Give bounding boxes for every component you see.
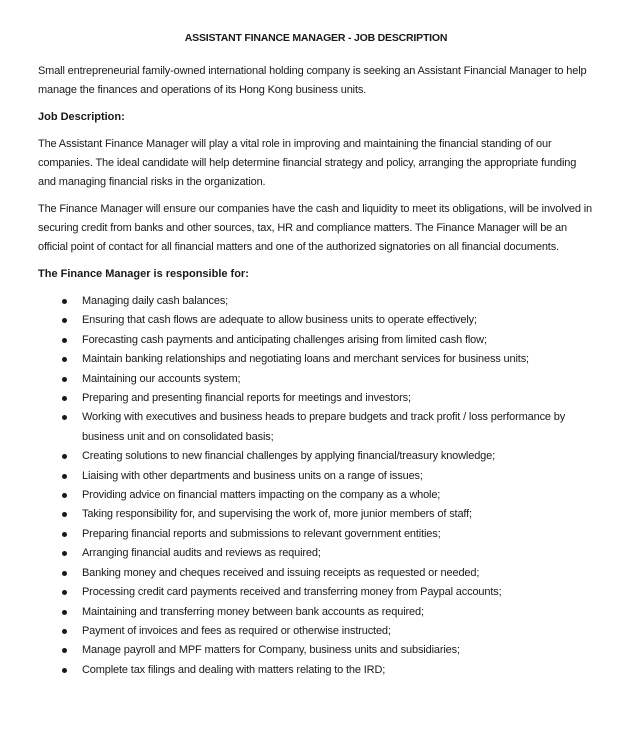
bullet-icon <box>62 610 67 615</box>
responsibilities-heading: The Finance Manager is responsible for: <box>38 268 249 280</box>
bullet-icon <box>62 648 67 653</box>
list-item <box>82 525 594 544</box>
document-title: ASSISTANT FINANCE MANAGER - JOB DESCRIPTION <box>184 32 448 44</box>
bullet-icon <box>62 551 67 556</box>
list-item <box>82 389 594 408</box>
bullet-icon <box>62 415 67 420</box>
list-item-text: Forecasting cash payments and anticipating challenges arising from limited cash flow; <box>82 333 487 346</box>
job-description-heading: Job Description: <box>38 111 125 123</box>
list-item <box>82 641 594 660</box>
list-item-text: Maintaining and transferring money between bank accounts as required; <box>82 605 424 618</box>
responsibilities-list <box>38 292 594 680</box>
list-item-text: Providing advice on financial matters impacting on the company as a whole; <box>82 489 441 502</box>
list-item-text: Creating solutions to new financial challenges by applying financial/treasury knowledge; <box>82 450 495 463</box>
list-item-text: Processing credit card payments received and transferring money from Paypal accounts; <box>82 586 502 599</box>
list-item-text: Preparing financial reports and submissions to relevant government entities; <box>82 527 441 540</box>
intro-paragraph: Small entrepreneurial family-owned international holding company is seeking an Assistant Financial Manager to help manage the finances and operations of its Hong Kong business units. <box>38 65 587 96</box>
list-item <box>82 603 594 622</box>
bullet-icon <box>62 357 67 362</box>
list-item <box>82 331 594 350</box>
list-item-text: Ensuring that cash flows are adequate to allow business units to operate effectively; <box>82 314 477 327</box>
bullet-icon <box>62 299 67 304</box>
list-item-text: Banking money and cheques received and issuing receipts as requested or needed; <box>82 566 480 579</box>
list-item-text: Arranging financial audits and reviews as required; <box>82 547 321 560</box>
list-item <box>82 408 594 447</box>
list-item <box>82 292 594 311</box>
bullet-icon <box>62 493 67 498</box>
bullet-icon <box>62 338 67 343</box>
list-item <box>82 467 594 486</box>
list-item-text: Liaising with other departments and business units on a range of issues; <box>82 469 423 482</box>
bullet-icon <box>62 474 67 479</box>
bullet-icon <box>62 629 67 634</box>
list-item-text: Working with executives and business heads to prepare budgets and track profit / loss performance by business unit and on consolidated basis; <box>82 411 566 443</box>
bullet-icon <box>62 318 67 323</box>
bullet-icon <box>62 396 67 401</box>
list-item <box>82 350 594 369</box>
list-item <box>82 311 594 330</box>
bullet-icon <box>62 590 67 595</box>
list-item <box>82 564 594 583</box>
list-item-text: Maintaining our accounts system; <box>82 372 241 385</box>
list-item <box>82 583 594 602</box>
list-item <box>82 370 594 389</box>
bullet-icon <box>62 668 67 673</box>
bullet-icon <box>62 571 67 576</box>
list-item-text: Maintain banking relationships and negotiating loans and merchant services for business units; <box>82 353 529 366</box>
bullet-icon <box>62 512 67 517</box>
list-item <box>82 661 594 680</box>
list-item <box>82 622 594 641</box>
list-item-text: Preparing and presenting financial reports for meetings and investors; <box>82 392 411 405</box>
list-item-text: Payment of invoices and fees as required or otherwise instructed; <box>82 624 391 637</box>
list-item-text: Taking responsibility for, and supervising the work of, more junior members of staff; <box>82 508 472 521</box>
list-item <box>82 505 594 524</box>
bullet-icon <box>62 532 67 537</box>
job-description-paragraph-2: The Finance Manager will ensure our companies have the cash and liquidity to meet its obligations, will be involved in securing credit from banks and other sources, tax, HR and compliance matters. The Finance Manager will be an official point of contact for all financial matters and one of the authorized signatories on all financial documents. <box>38 203 592 253</box>
list-item <box>82 447 594 466</box>
list-item-text: Manage payroll and MPF matters for Company, business units and subsidiaries; <box>82 644 460 657</box>
bullet-icon <box>62 454 67 459</box>
job-description-paragraph-1: The Assistant Finance Manager will play a vital role in improving and maintaining the financial standing of our companies. The ideal candidate will help determine financial strategy and policy, arranging the appropriate funding and managing financial risks in the organization. <box>38 138 577 188</box>
bullet-icon <box>62 377 67 382</box>
list-item <box>82 544 594 563</box>
list-item-text: Complete tax filings and dealing with matters relating to the IRD; <box>82 663 386 676</box>
list-item-text: Managing daily cash balances; <box>82 295 229 307</box>
list-item <box>82 486 594 505</box>
